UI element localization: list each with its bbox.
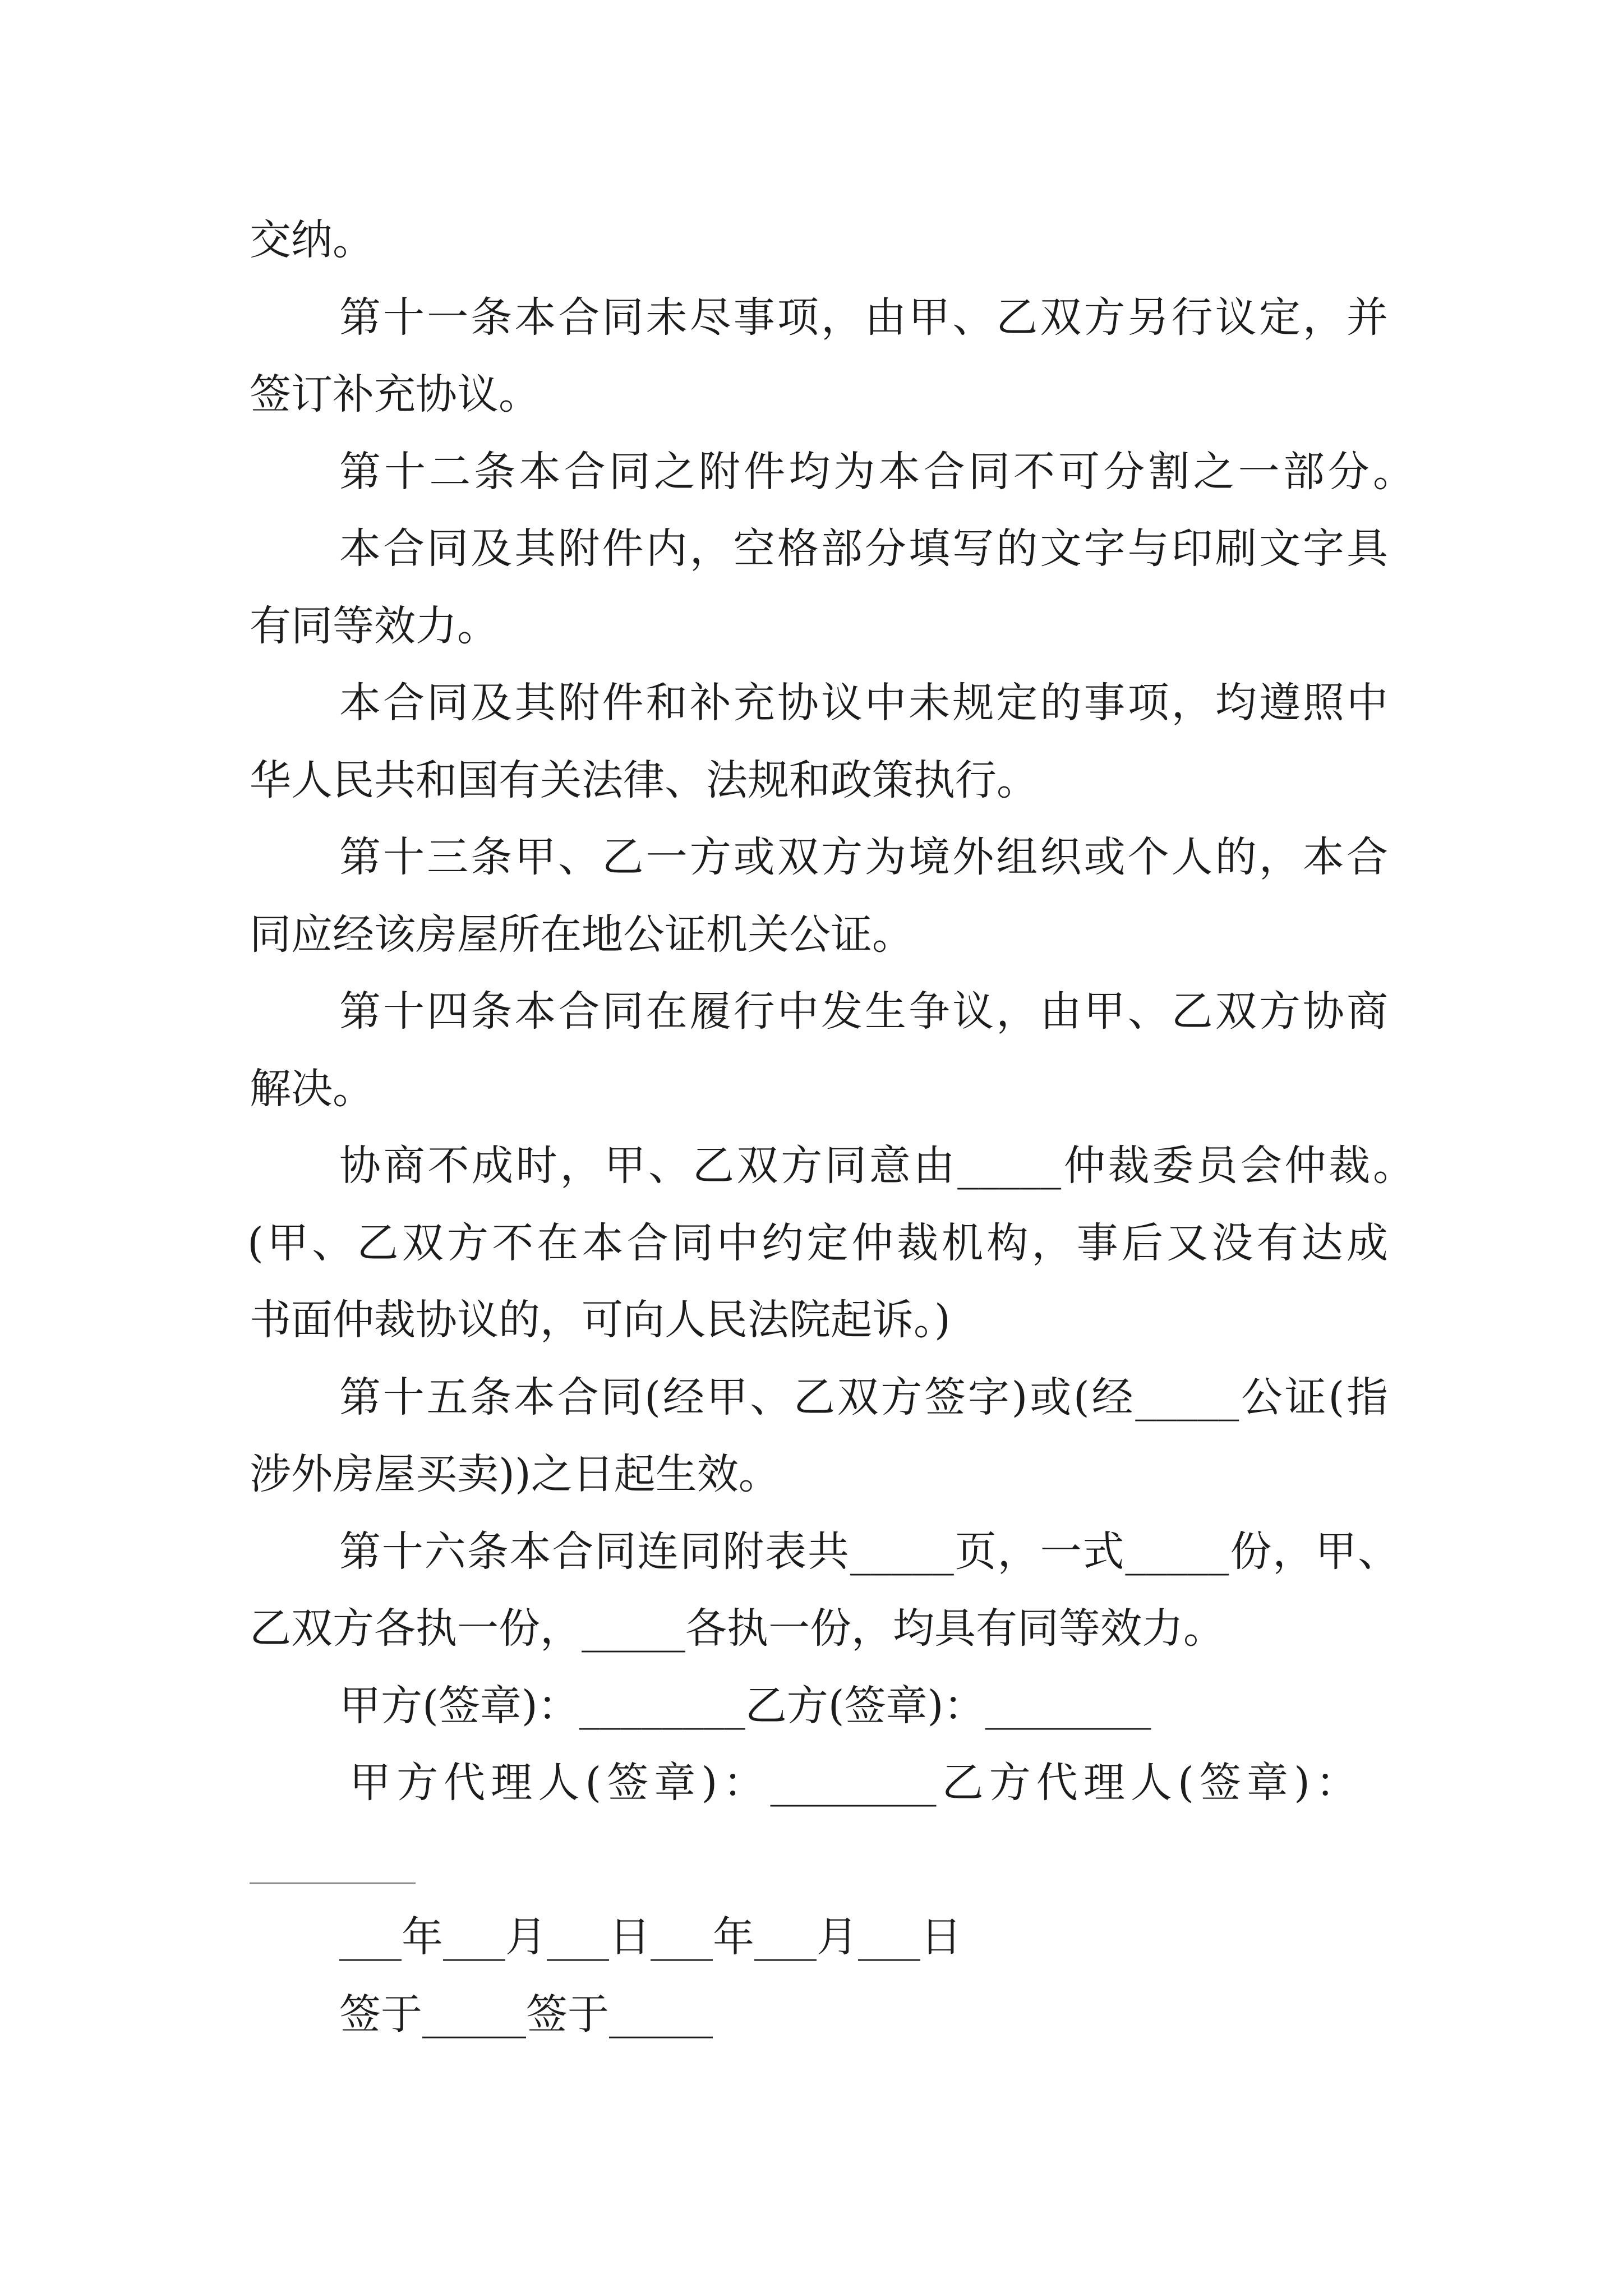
text-line: 同应经该房屋所在地公证机关公证。 [250,910,914,959]
signature-line: 甲方(签章)：________乙方(签章)：________ [339,1681,1151,1730]
clause-16-line: 第十六条本合同连同附表共_____页，一式_____份，甲、 [339,1527,1399,1576]
arbitration-line: 协商不成时，甲、乙双方同意由_____仲裁委员会仲裁。 [339,1142,1414,1190]
text-line: 书面仲裁协议的，可向人民法院起诉。) [250,1296,951,1344]
date-line: ___年___月___日___年___月___日 [339,1913,962,1961]
text-line: 本合同及其附件内，空格部分填写的文字与印刷文字具 [339,524,1388,573]
text-line: 本合同及其附件和补充协议中未规定的事项，均遵照中 [339,679,1388,727]
text-line: (甲、乙双方不在本合同中约定仲裁机构，事后又没有达成 [247,1218,1388,1267]
clause-11-line: 第十一条本合同未尽事项，由甲、乙双方另行议定，并 [339,293,1388,342]
clause-14-line: 第十四条本合同在履行中发生争议，由甲、乙双方协商 [339,987,1388,1036]
text-line: 涉外房屋买卖))之日起生效。 [250,1450,780,1498]
agent-signature-line: 甲方代理人(签章)：________乙方代理人(签章)： [349,1759,1357,1807]
clause-12-line: 第十二条本合同之附件均为本合同不可分割之一部分。 [339,447,1414,496]
signature-blank: ________ [250,1835,416,1884]
text-line: 乙双方各执一份，_____各执一份，均具有同等效力。 [250,1604,1225,1653]
text-line: 交纳。 [250,216,374,264]
text-line: 有同等效力。 [250,601,499,650]
signed-at-line: 签于_____签于_____ [339,1990,713,2039]
clause-13-line: 第十三条甲、乙一方或双方为境外组织或个人的，本合 [339,833,1388,881]
clause-15-line: 第十五条本合同(经甲、乙双方签字)或(经_____公证(指 [339,1373,1388,1421]
document-body [247,202,1414,2053]
text-line: 解决。 [250,1064,374,1113]
text-line: 签订补充协议。 [250,370,540,418]
text-line: 华人民共和国有关法律、法规和政策执行。 [250,756,1038,804]
